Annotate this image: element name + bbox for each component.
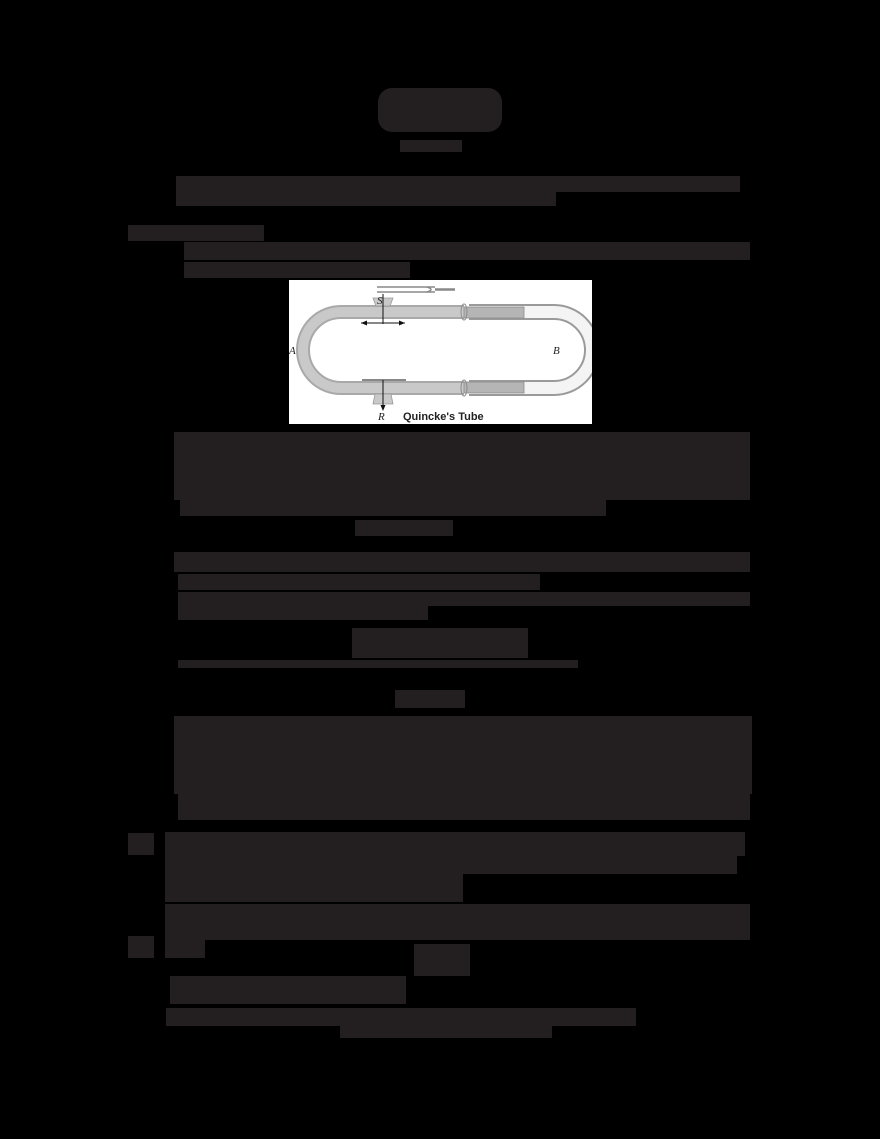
body-paragraph-1 — [174, 432, 750, 500]
body-paragraph-2-line-1 — [174, 552, 750, 572]
question-2-text-line-4 — [340, 1026, 552, 1038]
body-paragraph-2-line-4 — [178, 606, 428, 620]
label-a: A — [289, 345, 296, 357]
question-number-2 — [128, 936, 154, 958]
question-number-1 — [128, 833, 154, 855]
quinckes-tube-figure — [289, 280, 592, 424]
section-text-line-1 — [184, 242, 750, 260]
body-paragraph-3-tail — [178, 794, 750, 820]
body-paragraph-3 — [174, 716, 752, 794]
question-1-text-line-2 — [165, 856, 737, 874]
intro-text-line-2 — [176, 192, 556, 206]
intro-text-line-1 — [176, 176, 740, 192]
body-paragraph-1-tail — [180, 500, 606, 516]
quinckes-tube-diagram — [289, 280, 592, 424]
equation-2-note — [178, 660, 578, 668]
question-1-text-line-3 — [165, 874, 463, 902]
question-2-text-line-1 — [165, 936, 205, 958]
figure-caption: Quincke's Tube — [403, 411, 484, 423]
heading-logo — [378, 88, 502, 132]
question-1-text-line-4 — [165, 904, 750, 940]
equation-1 — [355, 520, 453, 536]
equation-3 — [395, 690, 465, 708]
section-text-line-2 — [184, 262, 410, 278]
body-paragraph-2-line-3 — [178, 592, 750, 606]
equation-2 — [352, 628, 528, 658]
tuning-fork-icon — [377, 287, 455, 292]
question-2-text-line-2 — [170, 976, 406, 1004]
question-2-equation — [414, 944, 470, 976]
question-1-text-line-1 — [165, 832, 745, 856]
label-receiver: R — [378, 411, 385, 423]
heading-subtitle — [400, 140, 462, 152]
question-2-text-line-3 — [166, 1008, 636, 1026]
section-heading — [128, 225, 264, 241]
label-source: S — [377, 295, 383, 307]
body-paragraph-2-line-2 — [178, 574, 540, 590]
label-b: B — [553, 345, 560, 357]
